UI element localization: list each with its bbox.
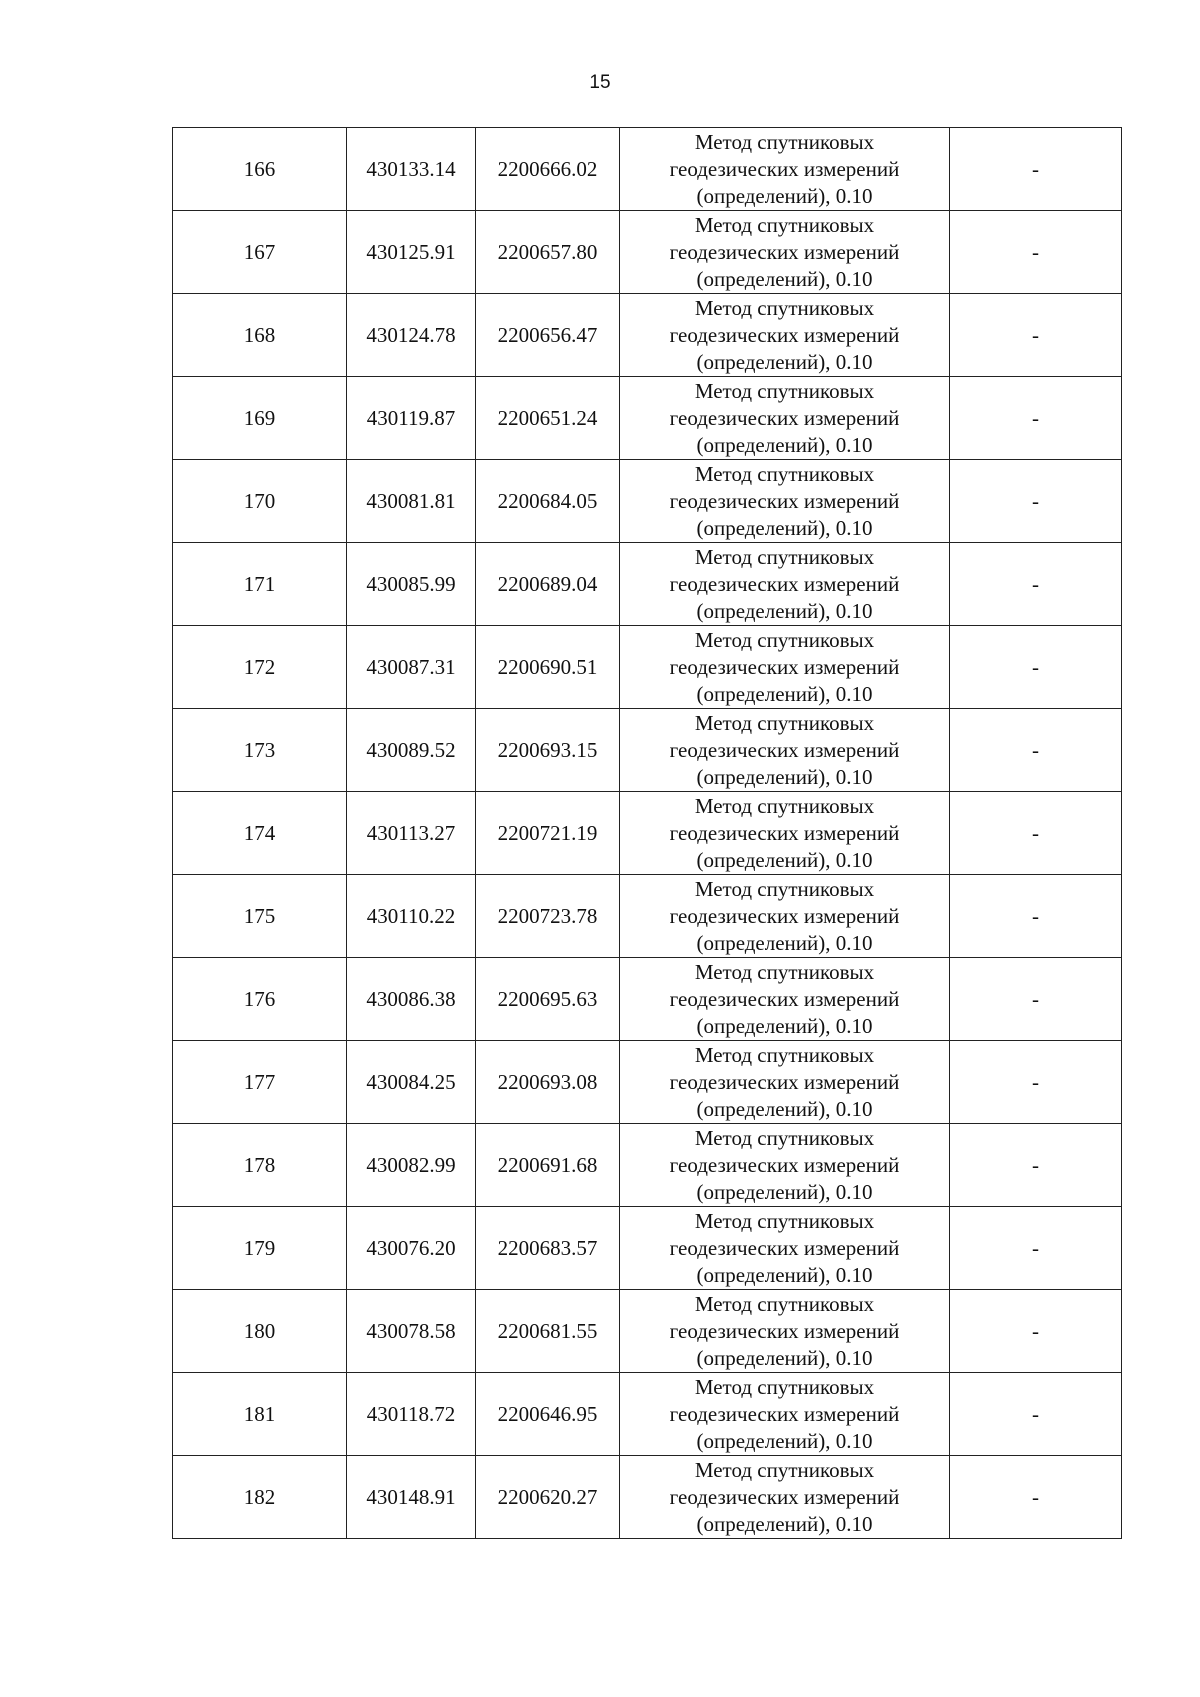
- method-line: (определений), 0.10: [696, 930, 873, 955]
- description-cell: -: [950, 460, 1122, 543]
- x-coordinate-cell: 430133.14: [347, 128, 476, 211]
- table-row: [173, 294, 1122, 377]
- table-row: [173, 1124, 1122, 1207]
- y-coordinate-cell: 2200695.63: [476, 958, 620, 1041]
- y-coordinate-cell: 2200657.80: [476, 211, 620, 294]
- point-number-cell: 179: [173, 1207, 347, 1290]
- y-coordinate-cell: 2200656.47: [476, 294, 620, 377]
- method-line: (определений), 0.10: [696, 1428, 873, 1453]
- method-line: (определений), 0.10: [696, 1179, 873, 1204]
- description-cell: -: [950, 875, 1122, 958]
- page-number: 15: [589, 72, 611, 93]
- x-coordinate-cell: 430084.25: [347, 1041, 476, 1124]
- x-coordinate-cell: 430089.52: [347, 709, 476, 792]
- x-coordinate-cell: 430078.58: [347, 1290, 476, 1373]
- method-cell: [620, 1207, 950, 1290]
- y-coordinate-cell: 2200620.27: [476, 1456, 620, 1539]
- method-line: геодезических измерений: [669, 737, 900, 762]
- method-cell: [620, 294, 950, 377]
- method-cell: [620, 1290, 950, 1373]
- x-coordinate-cell: 430082.99: [347, 1124, 476, 1207]
- method-line: Метод спутниковых: [694, 1457, 875, 1482]
- method-line: Метод спутниковых: [694, 461, 875, 486]
- method-line: Метод спутниковых: [694, 212, 875, 237]
- method-line: (определений), 0.10: [696, 1013, 873, 1038]
- description-cell: -: [950, 626, 1122, 709]
- y-coordinate-cell: 2200689.04: [476, 543, 620, 626]
- x-coordinate-cell: 430081.81: [347, 460, 476, 543]
- method-cell: [620, 626, 950, 709]
- method-line: геодезических измерений: [669, 1401, 900, 1426]
- method-line: Метод спутниковых: [694, 378, 875, 403]
- table-row: [173, 460, 1122, 543]
- table-row: [173, 626, 1122, 709]
- y-coordinate-cell: 2200690.51: [476, 626, 620, 709]
- method-line: Метод спутниковых: [694, 959, 875, 984]
- point-number-cell: 167: [173, 211, 347, 294]
- y-coordinate-cell: 2200646.95: [476, 1373, 620, 1456]
- method-line: (определений), 0.10: [696, 1096, 873, 1121]
- method-line: Метод спутниковых: [694, 1125, 875, 1150]
- x-coordinate-cell: 430125.91: [347, 211, 476, 294]
- x-coordinate-cell: 430086.38: [347, 958, 476, 1041]
- y-coordinate-cell: 2200723.78: [476, 875, 620, 958]
- table-row: [173, 377, 1122, 460]
- table-row: [173, 1207, 1122, 1290]
- point-number-cell: 170: [173, 460, 347, 543]
- method-line: Метод спутниковых: [694, 1374, 875, 1399]
- description-cell: -: [950, 958, 1122, 1041]
- method-line: геодезических измерений: [669, 1069, 900, 1094]
- method-line: (определений), 0.10: [696, 764, 873, 789]
- y-coordinate-cell: 2200721.19: [476, 792, 620, 875]
- x-coordinate-cell: 430119.87: [347, 377, 476, 460]
- x-coordinate-cell: 430087.31: [347, 626, 476, 709]
- method-cell: [620, 958, 950, 1041]
- method-cell: [620, 377, 950, 460]
- description-cell: -: [950, 1290, 1122, 1373]
- table-row: [173, 1373, 1122, 1456]
- table-row: [173, 1456, 1122, 1539]
- description-cell: -: [950, 543, 1122, 626]
- method-line: геодезических измерений: [669, 1318, 900, 1343]
- point-number-cell: 178: [173, 1124, 347, 1207]
- method-line: (определений), 0.10: [696, 183, 873, 208]
- description-cell: -: [950, 709, 1122, 792]
- method-line: (определений), 0.10: [696, 349, 873, 374]
- method-line: геодезических измерений: [669, 405, 900, 430]
- description-cell: -: [950, 1456, 1122, 1539]
- method-cell: [620, 211, 950, 294]
- table-row: [173, 875, 1122, 958]
- method-cell: [620, 1124, 950, 1207]
- description-cell: -: [950, 128, 1122, 211]
- method-cell: [620, 460, 950, 543]
- method-line: Метод спутниковых: [694, 793, 875, 818]
- x-coordinate-cell: 430110.22: [347, 875, 476, 958]
- table-row: [173, 1041, 1122, 1124]
- y-coordinate-cell: 2200693.15: [476, 709, 620, 792]
- x-coordinate-cell: 430148.91: [347, 1456, 476, 1539]
- method-line: геодезических измерений: [669, 488, 900, 513]
- point-number-cell: 173: [173, 709, 347, 792]
- x-coordinate-cell: 430113.27: [347, 792, 476, 875]
- method-line: геодезических измерений: [669, 156, 900, 181]
- method-line: геодезических измерений: [669, 820, 900, 845]
- table-row: [173, 128, 1122, 211]
- point-number-cell: 168: [173, 294, 347, 377]
- method-line: (определений), 0.10: [696, 681, 873, 706]
- x-coordinate-cell: 430085.99: [347, 543, 476, 626]
- y-coordinate-cell: 2200691.68: [476, 1124, 620, 1207]
- description-cell: -: [950, 1207, 1122, 1290]
- method-line: геодезических измерений: [669, 654, 900, 679]
- x-coordinate-cell: 430124.78: [347, 294, 476, 377]
- method-cell: [620, 128, 950, 211]
- y-coordinate-cell: 2200681.55: [476, 1290, 620, 1373]
- method-line: Метод спутниковых: [694, 1208, 875, 1233]
- method-line: Метод спутниковых: [694, 876, 875, 901]
- table-row: [173, 1290, 1122, 1373]
- table-row: [173, 211, 1122, 294]
- description-cell: -: [950, 1373, 1122, 1456]
- y-coordinate-cell: 2200683.57: [476, 1207, 620, 1290]
- method-line: (определений), 0.10: [696, 432, 873, 457]
- method-line: Метод спутниковых: [694, 1042, 875, 1067]
- description-cell: -: [950, 1124, 1122, 1207]
- table-row: [173, 958, 1122, 1041]
- method-line: (определений), 0.10: [696, 847, 873, 872]
- method-line: Метод спутниковых: [694, 710, 875, 735]
- method-line: геодезических измерений: [669, 986, 900, 1011]
- method-line: геодезических измерений: [669, 1484, 900, 1509]
- method-line: геодезических измерений: [669, 239, 900, 264]
- method-line: геодезических измерений: [669, 1152, 900, 1177]
- y-coordinate-cell: 2200666.02: [476, 128, 620, 211]
- y-coordinate-cell: 2200693.08: [476, 1041, 620, 1124]
- point-number-cell: 182: [173, 1456, 347, 1539]
- coordinates-table: [172, 127, 1122, 1539]
- description-cell: -: [950, 1041, 1122, 1124]
- method-line: (определений), 0.10: [696, 598, 873, 623]
- coordinates-table-body: [173, 128, 1122, 1539]
- method-line: (определений), 0.10: [696, 1262, 873, 1287]
- method-line: (определений), 0.10: [696, 515, 873, 540]
- point-number-cell: 171: [173, 543, 347, 626]
- method-line: геодезических измерений: [669, 322, 900, 347]
- point-number-cell: 180: [173, 1290, 347, 1373]
- x-coordinate-cell: 430118.72: [347, 1373, 476, 1456]
- method-cell: [620, 1041, 950, 1124]
- table-row: [173, 792, 1122, 875]
- description-cell: -: [950, 294, 1122, 377]
- description-cell: -: [950, 377, 1122, 460]
- method-line: (определений), 0.10: [696, 266, 873, 291]
- method-line: Метод спутниковых: [694, 295, 875, 320]
- description-cell: -: [950, 211, 1122, 294]
- method-cell: [620, 792, 950, 875]
- point-number-cell: 176: [173, 958, 347, 1041]
- point-number-cell: 174: [173, 792, 347, 875]
- point-number-cell: 177: [173, 1041, 347, 1124]
- y-coordinate-cell: 2200684.05: [476, 460, 620, 543]
- point-number-cell: 166: [173, 128, 347, 211]
- method-cell: [620, 709, 950, 792]
- method-line: геодезических измерений: [669, 571, 900, 596]
- method-line: Метод спутниковых: [694, 129, 875, 154]
- method-cell: [620, 543, 950, 626]
- method-line: (определений), 0.10: [696, 1345, 873, 1370]
- x-coordinate-cell: 430076.20: [347, 1207, 476, 1290]
- method-line: Метод спутниковых: [694, 627, 875, 652]
- point-number-cell: 172: [173, 626, 347, 709]
- method-cell: [620, 1456, 950, 1539]
- table-row: [173, 543, 1122, 626]
- description-cell: -: [950, 792, 1122, 875]
- method-cell: [620, 1373, 950, 1456]
- method-line: Метод спутниковых: [694, 1291, 875, 1316]
- table-row: [173, 709, 1122, 792]
- point-number-cell: 181: [173, 1373, 347, 1456]
- y-coordinate-cell: 2200651.24: [476, 377, 620, 460]
- method-line: Метод спутниковых: [694, 544, 875, 569]
- method-line: (определений), 0.10: [696, 1511, 873, 1536]
- method-cell: [620, 875, 950, 958]
- point-number-cell: 169: [173, 377, 347, 460]
- method-line: геодезических измерений: [669, 1235, 900, 1260]
- point-number-cell: 175: [173, 875, 347, 958]
- method-line: геодезических измерений: [669, 903, 900, 928]
